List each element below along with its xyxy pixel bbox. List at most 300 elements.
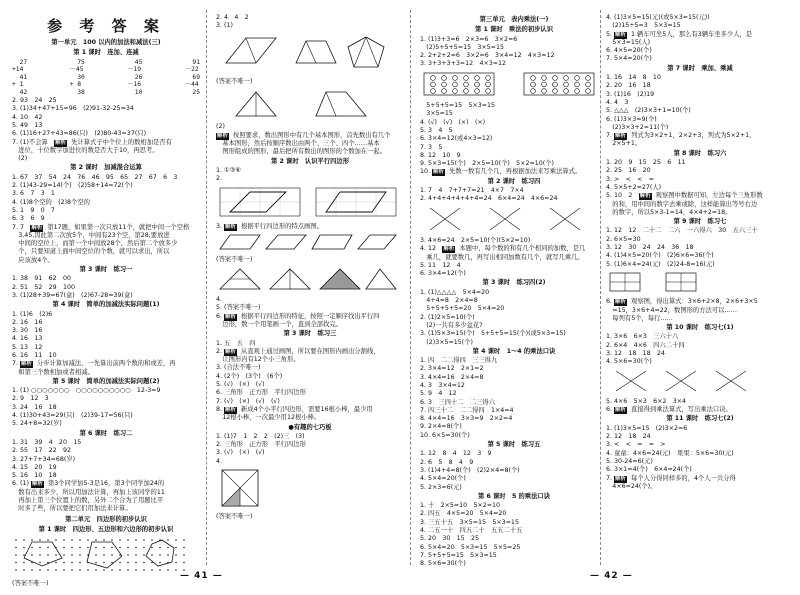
answer-line: 3,45,因此第二次放5个，中间有23个空，第28,要放进 [12, 231, 170, 239]
array-circle [553, 75, 558, 80]
grid-dot [71, 554, 73, 556]
answer-line: 基本图形，然后按顺序数出由两个、三个、四个……基本 [216, 140, 380, 148]
grid-dot [183, 554, 185, 556]
grid-dot [159, 569, 161, 571]
answer-line: 2. (1)2×5=10(个) [420, 313, 475, 321]
column-3 [420, 14, 608, 568]
grid-dot [39, 569, 41, 571]
answer-line: 3. > < < = [606, 175, 655, 183]
answer-line: 6. 解析 直接得到乘法算式，写出乘法口诀。 [606, 406, 732, 414]
grid-dot [23, 547, 25, 549]
answer-note: (答案不唯一) [216, 513, 253, 521]
answer-line: 1. ①③⑥ [216, 166, 241, 174]
grid-dot [47, 554, 49, 556]
triangle-count-figure [216, 88, 404, 121]
analysis-tag: 解析 [639, 193, 651, 200]
column-divider [206, 10, 207, 565]
array-circle [553, 82, 558, 87]
lesson-heading: 第 8 课时 练习六 [673, 149, 727, 157]
lesson-heading: 第 3 课时 练习四(2) [482, 279, 546, 287]
answer-block [606, 425, 794, 491]
answer-line: 4+4=8 2×4=8 [420, 297, 478, 305]
grid-dot [119, 547, 121, 549]
answer-line: 4. (1)3×5=15(元)(或5×3=15(元)) [606, 14, 710, 21]
array-circle [464, 82, 469, 87]
grid-dot [159, 562, 161, 564]
lesson-heading: 第 2 课时 加减混合运算 [70, 164, 142, 172]
lesson-heading: 第 1 课时 四边形、五边形和六边形的初步认识 [38, 525, 174, 533]
grid-parallelogram-figure [216, 186, 404, 221]
array-circle [453, 82, 458, 87]
answer-line: 5. 2×3=6(元) [420, 483, 462, 491]
answer-line: 4. [216, 296, 223, 304]
array-circle [542, 82, 547, 87]
grid-dot [143, 547, 145, 549]
grid-dot [103, 547, 105, 549]
answer-line: 5. 20 30 15 25 [420, 535, 479, 543]
grid-dot [103, 569, 105, 571]
array-circle [575, 88, 580, 93]
grid-dot [135, 562, 137, 564]
array-circle [542, 75, 547, 80]
lesson-heading: 第 2 课时 练习四 [487, 177, 541, 185]
answer-block [420, 502, 608, 568]
answer-line: 2. 4+4+4+4+4+4=24 6×4=24 4×6=24 [420, 195, 558, 203]
lesson-heading: 第 5 课时 练习五 [487, 441, 541, 449]
analysis-tag: 解析 [615, 299, 627, 306]
answer-line: 7. 解析 每个人分得同样多的，4个人一共分得 [606, 474, 736, 482]
analysis-tag: 解析 [21, 361, 33, 368]
answer-note: (答案不唯一) [216, 256, 253, 264]
answer-block [216, 14, 404, 31]
grid-dot [175, 562, 177, 564]
answer-line: 5. (√) (×) (√) [216, 381, 265, 389]
grid-dot [95, 539, 97, 541]
answer-line: 1. (1)3+3=6 2×3=6 3×2=6 [420, 35, 518, 43]
answer-line: 4. 15 20 19 [12, 463, 57, 471]
answer-line: 时多了些，所以要把它们用加法来计算。 [12, 505, 132, 513]
vertical-calculations [12, 59, 200, 97]
answer-line: 再加上第三个位置上的数，另外二个合为了用题比平 [12, 497, 164, 505]
answer-block [420, 102, 608, 177]
array-circle [431, 82, 436, 87]
analysis-tag: 解析 [217, 132, 229, 139]
answer-block [606, 333, 794, 366]
grid-dot [175, 569, 177, 571]
lesson-heading: 第 11 课时 练习七(2) [666, 415, 734, 423]
lesson-heading: 第 1 课时 连加、连减 [73, 49, 139, 57]
array-circle [564, 82, 569, 87]
answer-line: 4. (1)4×5=20(个) (2)6×6=36(个) [606, 252, 714, 260]
answer-line: 3×5=15 [420, 110, 453, 118]
answer-line: 5. (1)6×4=24(元) (2)24-8=16(元) [606, 260, 715, 268]
grid-dot [127, 554, 129, 556]
grid-dot [127, 547, 129, 549]
grid-dot [151, 569, 153, 571]
answer-line: 4. 10 42 [12, 113, 43, 121]
grid-dot [135, 547, 137, 549]
unit-heading: 第一单元 100 以内的加法和减法(三) [51, 39, 161, 46]
answer-line: 4. (1)30+43=29(只) (2)39-17=56(只) [12, 412, 133, 420]
grid-dot [47, 569, 49, 571]
analysis-tag: 解析 [615, 475, 627, 482]
answer-block [216, 167, 404, 184]
grid-dot [63, 547, 65, 549]
dot-grid-figure [12, 536, 200, 577]
answer-line: 3. (1)28+39=67(盒) (2)67-28=39(盒) [12, 291, 133, 299]
grid-dot [183, 562, 185, 564]
lesson-heading: 第 2 课时 认识平行四边形 [270, 157, 350, 165]
answer-line: 6. 5×4=20 5×3=15 5×5=25 [420, 543, 521, 551]
answer-line: 8. 4×4=16 3×3=9 2×2=4 [420, 415, 513, 423]
answer-line: 5. 9 4 12 [420, 390, 457, 398]
page-number-left: — 41 — [180, 571, 223, 581]
answer-line: 5. (答案不唯一) [216, 304, 261, 312]
answer-line: 4. 5×4=20(个) [420, 475, 466, 483]
answer-block [606, 31, 794, 64]
grid-dot [183, 539, 185, 541]
lesson-heading: 第 10 课时 练习七(1) [666, 324, 734, 332]
answer-line: 7. 5+5+5=15 5×3=15 [420, 551, 497, 559]
answer-line: 1. 67 37 54 24 76 46 95 65 27 67 6 3 [12, 173, 178, 181]
grid-dot [159, 547, 161, 549]
array-circle [553, 88, 558, 93]
answer-line: 5. △△△ (2)3×3+1=10(个) [606, 107, 691, 115]
column-4 [606, 14, 794, 562]
answer-line: 12根小棒，一次最少用12根小棒。 [216, 414, 321, 422]
array-circle [564, 75, 569, 80]
answer-block [606, 227, 794, 268]
answer-line: 5. 30-24=6(元) [606, 457, 653, 465]
answer-line: 7. 7 解析 第17题，如果第一次只放11个，就把中间一个空格 [12, 223, 190, 231]
grid-dot [143, 562, 145, 564]
answer-line: 2. 51 52 29 100 [12, 283, 75, 291]
lesson-heading: 第 6 课时 5 的乘法口诀 [477, 492, 550, 500]
grid-dot [127, 539, 129, 541]
answer-line: 8. 12 10 9 [420, 151, 461, 159]
answer-line: 7. 3 5 [420, 143, 443, 151]
analysis-tag: 解析 [225, 223, 237, 230]
shapes-figure [216, 33, 404, 76]
answer-line: 5. 解析 1 辆车可坐5人，那么有3辆车坐多少人，是 [606, 30, 753, 38]
answer-line: 个，只要知道上面中间空位的个数，就可以求出，所以 [12, 248, 170, 256]
array-circle [453, 75, 458, 80]
answer-line: 3. (√) (×) (√) [216, 449, 265, 457]
grid-dot [111, 547, 113, 549]
grid-dot [151, 547, 153, 549]
grid-dot [127, 569, 129, 571]
grid-dot [63, 539, 65, 541]
grid-dot [15, 562, 17, 564]
answer-line: 3. (1)34+47+15=96 (2)91-32-25=34 [12, 105, 134, 113]
answer-line: 7. 解析 分步计算加减法，一先算出前两个数的和或差，再 [12, 360, 176, 368]
array-circle [442, 88, 447, 93]
answer-block [420, 357, 608, 440]
answer-block [420, 237, 608, 278]
analysis-tag: 解析 [615, 31, 627, 38]
answer-line: 3. 解析 根据平行四边形的特点画图。 [216, 222, 323, 230]
answer-line: 3. (1)16 (2)19 [606, 90, 655, 98]
grid-dot [119, 539, 121, 541]
answer-line: 2×5+1。 [606, 140, 642, 148]
answer-line: 让图形内有12个小三角形。 [216, 356, 300, 364]
answer-line: 2. [216, 175, 223, 183]
answer-line: 2. 6×5=30 [606, 235, 641, 243]
grid-dot [31, 554, 33, 556]
grid-dot [39, 539, 41, 541]
analysis-tag: 解析 [225, 406, 237, 413]
answer-line: 4. 16 13 [12, 335, 43, 343]
answer-line: 2. (1)43-29=14(个) (2)58+14=72(个) [12, 182, 133, 190]
array-circle [442, 75, 447, 80]
answer-line: 9. 2×4=8(个) [420, 423, 462, 431]
grid-dot [87, 547, 89, 549]
answer-line: 2. 16 16 [12, 318, 43, 326]
answer-line: 7. 5×4=20(个) [606, 55, 652, 63]
answer-line: 4. 童童：4×6=24(元) 果果：5×6=30(元) [606, 449, 734, 457]
grid-dot [79, 562, 81, 564]
grid-dot [39, 547, 41, 549]
answer-block [216, 340, 404, 423]
answer-line: 5+5+5+5=20 5×4=20 [420, 305, 505, 313]
answer-line: (2)3×5=15(个) [420, 338, 474, 346]
answer-block [12, 174, 200, 224]
grid-dot [71, 539, 73, 541]
analysis-tag: 解析 [433, 169, 445, 176]
array-circle [586, 75, 591, 80]
array-circle [431, 88, 436, 93]
vertical-calc: 91 －22 69 －44 25 [184, 58, 200, 96]
answer-line: 5. 13 12 [12, 343, 43, 351]
answer-line: 3. 4×6=24 2×5=10(个)(5×2=10) [420, 236, 531, 244]
grid-dot [55, 539, 57, 541]
lesson-heading: 第 3 课时 练习一 [79, 266, 133, 274]
answer-line: 数有出来多少，所以用加法计算，再加上该同学的11 [12, 488, 165, 496]
lesson-heading: 第 1 课时 乘法的初步认识 [474, 26, 554, 34]
array-circle [564, 88, 569, 93]
answer-line: 3. (1)4+4=8(个) (2)2×4=8(个) [420, 466, 520, 474]
answer-line: 6. 解析 观察图，得出算式：3×6+2×8，2×6+3×5 [606, 298, 758, 306]
lesson-heading: 第 9 课时 练习七 [673, 218, 727, 226]
answer-line: 3. 27+7+34=68(岁) [12, 455, 76, 463]
answer-line: 2. 25 16 20 [606, 167, 651, 175]
array-circle [475, 88, 480, 93]
grid-dot [79, 539, 81, 541]
answer-line: 6. (1) 解析 第3个同学加5-3是16，第3个同学加24的 [12, 480, 165, 488]
grid-dot [95, 554, 97, 556]
grid-dot [167, 569, 169, 571]
answer-line: 5. 49 13 [12, 121, 43, 129]
answer-line: 2. 12 18 24 [606, 433, 651, 441]
grid-dot [71, 547, 73, 549]
answer-line: 5. 10 2 解析 观察图中数据可知，左边每个三角形数 [606, 192, 763, 200]
answer-line: 3. < < = = > [606, 441, 666, 449]
cross-lines-figure [606, 369, 794, 396]
answer-line: 6. 3×4=12(或4×3=12) [420, 135, 493, 143]
answer-line: 3. 12 30 24 24 36 18 [606, 244, 694, 252]
array-circle [464, 75, 469, 80]
answer-block [12, 439, 200, 514]
matching-lines-figure [420, 206, 608, 235]
answer-line: 边形，数一个用笔画一个，直到全部找完。 [216, 320, 342, 328]
grid-dot [143, 569, 145, 571]
answer-line: 应该放4个。 [12, 256, 54, 264]
answer-block [606, 298, 794, 323]
array-circle [531, 82, 536, 87]
grid-dot [103, 562, 105, 564]
answer-line: 和第三个数相加或者相减。 [12, 368, 94, 376]
lesson-heading: 第 3 课时 练习三 [283, 330, 337, 338]
answer-line: 3. (1) [216, 22, 233, 30]
array-circle [542, 88, 547, 93]
answer-line: 8. 5×6=30(个) [420, 560, 466, 568]
answer-line: (2)5+5+5=15 3×5=15 [420, 43, 504, 51]
analysis-tag: 解析 [615, 407, 627, 414]
array-circle [475, 82, 480, 87]
grid-dot [39, 554, 41, 556]
answer-block [216, 123, 404, 156]
array-circle [453, 88, 458, 93]
circle-arrays-figure [420, 71, 608, 100]
answer-line: 3. (1)5×3=15(个) 5+5+5=15(个)(或5×3=15) [420, 330, 566, 338]
answer-line: 3. 三五十五 3×5=15 5×3=15 [420, 518, 519, 526]
array-circle [486, 75, 491, 80]
column-divider [410, 10, 411, 565]
answer-line: 4. 二五一十 四五二十 五五二十五 [420, 527, 523, 535]
answer-line: 1. (1) ○○○○○○○ ○○○○○○○○○○ 12-3=9 [12, 387, 161, 395]
answer-line: 6. 三角形 正方形 平行四边形 [216, 389, 306, 397]
answer-block [216, 296, 404, 329]
answer-line: 1. 四 二二得四 三三得九 [420, 357, 498, 365]
answer-block [216, 223, 404, 231]
grid-dot [111, 539, 113, 541]
page-title: 参 考 答 案 [47, 17, 165, 35]
grid-dot [55, 554, 57, 556]
answer-line: 3. 6 7 3 1 [12, 190, 55, 198]
answer-line: 2. 四五 4×5=20 5×4=20 [420, 510, 507, 518]
answer-line: 10. 6×5=30(个) [420, 431, 470, 439]
answer-line: 解析 按照要求，数出图形中有几个基本图形，首先数出有几个 [217, 131, 391, 139]
answer-line: 的和，用中间的数字去乘或除，这样能算出等号右边 [606, 200, 758, 208]
answer-line: 1. (1)6 (2)6 [12, 310, 53, 318]
grid-dot [127, 562, 129, 564]
grid-dot [167, 539, 169, 541]
grid-dot [95, 569, 97, 571]
answer-line: 3. 24 16 18 [12, 403, 57, 411]
answer-block [216, 433, 404, 466]
answer-line: 7. 解析 列式为3×2+1，2×2+3，列式为5×2+1， [606, 132, 756, 140]
analysis-tag: 解析 [31, 224, 43, 231]
answer-line: 1. 20 9 15 25 6 11 [606, 159, 686, 167]
grid-dot [183, 547, 185, 549]
answer-line: 1. 十 2×5=10 5×2=10 [420, 502, 501, 510]
answer-line: 1. (1)3×5=15 (2)3×2=6 [606, 424, 688, 432]
lesson-heading: 第 4 课时 简单的加减法实际问题(1) [52, 301, 160, 309]
grid-dot [39, 562, 41, 564]
grid-dot [135, 539, 137, 541]
grid-dot [63, 554, 65, 556]
answer-line: 1. (1)△△△△ 5×4=20 [420, 288, 490, 296]
vertical-calc: 45 －19 26 －16 10 [127, 58, 143, 96]
answer-line: 2. 55 17 22 92 [12, 447, 71, 455]
analysis-tag: 解析 [225, 348, 237, 355]
array-circle [531, 75, 536, 80]
answer-block [420, 450, 608, 491]
answer-block [12, 224, 200, 265]
answer-block [12, 311, 200, 377]
array-circle [442, 82, 447, 87]
grid-dot [167, 547, 169, 549]
grid-dot [71, 569, 73, 571]
answer-line: 2. 三角形 正方形 平行四边形 [216, 441, 306, 449]
column-divider [600, 10, 601, 565]
answer-line: 中间的空位上，而第一个中间放28个，然后第二个放多少 [12, 240, 178, 248]
answer-line: 8. 解析 新成4个小平行四边形，需要16根小棒，最少用 [216, 405, 373, 413]
grid-dot [111, 569, 113, 571]
grid-dot [103, 539, 105, 541]
grid-dot [87, 569, 89, 571]
vertical-calc: 75 －45 30 + 8 38 [69, 58, 85, 96]
answer-line: 3. (合法不唯一) [216, 364, 261, 372]
page-number-right: — 42 — [590, 571, 633, 581]
answer-line: 1. (1)7 1 2 2 (2)三 (3) [216, 432, 305, 440]
answer-line: 6. (1)16+27+43=86(只) (2)80-43=37(只) [12, 130, 147, 138]
answer-line: 6. 3×1=4(个) 6×4=24(个) [606, 466, 692, 474]
vertical-calc: 27 +14 41 + 1 42 [12, 58, 28, 96]
grid-dot [47, 547, 49, 549]
answer-line: (2) [216, 123, 225, 131]
grid-dot [15, 569, 17, 571]
analysis-tag: 解析 [55, 139, 67, 146]
grid-dot [55, 569, 57, 571]
grid-dot [71, 562, 73, 564]
answer-line: 的数字，所以5×3-1=14，4×4+2=18。 [606, 208, 732, 216]
grid-dot [15, 554, 17, 556]
answer-block [606, 159, 794, 217]
array-circle [431, 75, 436, 80]
answer-line: 9. 5×3=15(个) 2×5=10(个) 5×2=10(个) [420, 160, 554, 168]
answer-line: 进位，十位数字加进位的数是否大于10，再思考。 [12, 146, 159, 154]
grid-dot [63, 569, 65, 571]
answer-line: 2. 93 24 25 [12, 97, 57, 105]
grid-dot [79, 547, 81, 549]
grid-dot [79, 569, 81, 571]
answer-line: 5. 24+8=32(岁) [12, 420, 62, 428]
answer-line: (2) [12, 155, 28, 163]
answer-line: 4. (√) (√) (×) (×) [420, 118, 486, 126]
answer-line: 1. 16 14 8 10 [606, 74, 661, 82]
answer-line: 7. (√) (×) (√) (√) [216, 397, 280, 405]
tangram-figure [216, 468, 404, 511]
grid-dot [151, 539, 153, 541]
answer-line: (2)一共有多少盆花? [420, 321, 483, 329]
answer-line: 图形组成的图形，最后把所有数出的图形的个数加在一起。 [216, 148, 387, 156]
answer-line: 2. 6×4 4×6 四六二十四 [606, 341, 685, 349]
answer-line: 6. 4×5=20(个) [606, 47, 652, 55]
array-circle [475, 75, 480, 80]
answer-block [606, 74, 794, 149]
answer-line: 2. 4 4 2 [216, 14, 249, 21]
answer-line: 2. 6 5 8 4 9 [420, 458, 474, 466]
lesson-heading: 第 7 课时 乘加、乘减 [667, 64, 733, 72]
answer-line: 2. 2+2+2=6 3×2=6 3×4=12 4×3=12 [420, 52, 555, 60]
answer-line: 每列有5个，每行…… [606, 314, 673, 322]
answer-line: 5. 11 12 4 [420, 261, 461, 269]
answer-line: 5. 3 4 5 [420, 126, 453, 134]
answer-line: 1. 3×6 6×3 三六十八 [606, 333, 679, 341]
grid-dot [95, 547, 97, 549]
grid-dot [95, 562, 97, 564]
